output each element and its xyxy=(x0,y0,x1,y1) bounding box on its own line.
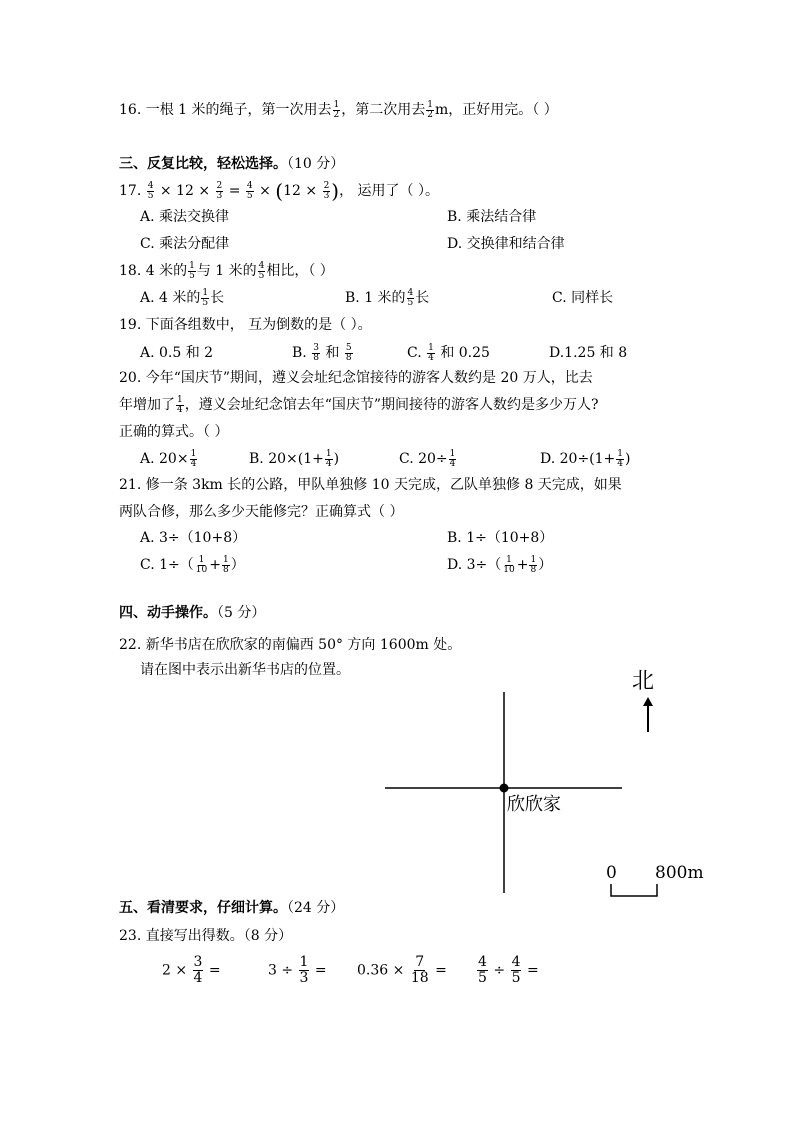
fraction: $\frac{4}{5}$ xyxy=(147,180,154,201)
fraction: $\frac{4}{5}$ xyxy=(407,287,414,308)
section-4-heading: 四、动手操作。（5 分） xyxy=(119,605,266,621)
scale-value-label: 800m xyxy=(655,863,704,883)
fraction: $\frac{2}{3}$ xyxy=(323,180,330,201)
fraction: $\frac{4}{5}$ xyxy=(246,180,253,201)
expression-4: $\frac{4}{5}$ ÷ $\frac{4}{5}$ = xyxy=(478,954,539,986)
expression-3: 0.36 × $\frac{7}{18}$ = xyxy=(357,954,447,986)
fraction: $\frac{4}{5}$ xyxy=(478,954,487,986)
fraction: $\frac{1}{5}$ xyxy=(202,287,209,308)
question-19: 19. 下面各组数中， 互为倒数的是（ ）。 xyxy=(119,317,372,333)
home-point xyxy=(500,784,509,793)
option-19b: B. $\frac{3}{8}$ 和 $\frac{5}{8}$ xyxy=(292,342,352,363)
question-22-line1: 22. 新华书店在欣欣家的南偏西 50° 方向 1600m 处。 xyxy=(119,637,462,653)
fraction: $\frac{1}{10}$ xyxy=(503,554,515,575)
fraction: $\frac{1}{3}$ xyxy=(299,954,309,986)
option-19a: A. 0.5 和 2 xyxy=(140,345,214,361)
fraction: $\frac{1}{4}$ xyxy=(190,448,197,469)
question-20-line3: 正确的算式。（ ） xyxy=(119,424,229,440)
fraction: $\frac{1}{2}$ xyxy=(333,99,340,120)
fraction: $\frac{2}{3}$ xyxy=(216,180,223,201)
option-17b: B. 乘法结合律 xyxy=(447,209,537,225)
fraction: $\frac{3}{4}$ xyxy=(193,954,203,986)
scale-zero-label: 0 xyxy=(606,863,617,883)
option-17c: C. 乘法分配律 xyxy=(140,236,230,252)
option-20b: B. 20×(1+ $\frac{1}{4}$ ) xyxy=(249,448,340,469)
fraction: $\frac{4}{5}$ xyxy=(511,954,521,986)
section-5-heading: 五、看清要求，仔细计算。（24 分） xyxy=(119,900,345,916)
question-20-line2: 年增加了 $\frac{1}{4}$ ，遵义会址纪念馆去年“国庆节”期间接待的游客人数约是多少万人? xyxy=(119,394,599,415)
fraction: $\frac{1}{4}$ xyxy=(617,448,624,469)
fraction: $\frac{1}{4}$ xyxy=(325,448,332,469)
question-21-line2: 两队合修，那么多少天能修完？正确算式（ ） xyxy=(119,504,404,520)
fraction: $\frac{1}{4}$ xyxy=(177,394,183,415)
option-21c: C. 1÷（ $\frac{1}{10}$ + $\frac{1}{8}$ ） xyxy=(140,554,245,575)
direction-map xyxy=(380,660,730,900)
option-17a: A. 乘法交换律 xyxy=(140,209,230,225)
option-20c: C. 20÷ $\frac{1}{4}$ xyxy=(399,448,456,469)
expression-2: 3 ÷ $\frac{1}{3}$ = xyxy=(268,954,327,986)
option-19c: C. $\frac{1}{4}$ 和 0.25 xyxy=(407,342,490,363)
option-20d: D. 20÷(1+ $\frac{1}{4}$ ) xyxy=(540,448,631,469)
section-3-heading: 三、反复比较，轻松选择。（10 分） xyxy=(119,156,345,172)
option-21a: A. 3÷（10+8） xyxy=(140,530,247,546)
fraction: $\frac{1}{8}$ xyxy=(530,554,537,575)
question-23: 23. 直接写出得数。（8 分） xyxy=(119,928,293,944)
question-17: 17. $\frac{4}{5}$ × 12 × $\frac{2}{3}$ = $\frac{4}{5}$ × (12 × $\frac{2}{3}$ )， 运用了（ ）。 xyxy=(119,179,440,203)
fraction: $\frac{1}{2}$ xyxy=(427,99,433,120)
question-22-line2: 请在图中表示出新华书店的位置。 xyxy=(140,662,350,678)
fraction: $\frac{1}{4}$ xyxy=(428,342,434,363)
fraction: $\frac{3}{8}$ xyxy=(313,342,319,363)
home-label: 欣欣家 xyxy=(507,794,561,815)
north-arrow-icon xyxy=(643,697,653,732)
option-20a: A. 20× $\frac{1}{4}$ xyxy=(140,448,197,469)
option-21d: D. 3÷（ $\frac{1}{10}$ + $\frac{1}{8}$ ） xyxy=(447,554,553,575)
fraction: $\frac{1}{10}$ xyxy=(195,554,208,575)
question-20-line1: 20. 今年“国庆节”期间，遵义会址纪念馆接待的游客人数约是 20 万人，比去 xyxy=(119,370,593,386)
option-18c: C. 同样长 xyxy=(552,290,614,306)
fraction: $\frac{7}{18}$ xyxy=(410,954,429,986)
fraction: $\frac{1}{5}$ xyxy=(189,260,195,281)
fraction: $\frac{1}{8}$ xyxy=(222,554,229,575)
fraction: $\frac{1}{4}$ xyxy=(449,448,456,469)
option-21b: B. 1÷（10+8） xyxy=(447,530,554,546)
fraction: $\frac{5}{8}$ xyxy=(345,342,352,363)
question-21-line1: 21. 修一条 3km 长的公路，甲队单独修 10 天完成，乙队单独修 8 天完成，如果 xyxy=(119,477,622,493)
fraction: $\frac{4}{5}$ xyxy=(258,260,265,281)
question-16: 16. 一根 1 米的绳子，第一次用去 $\frac{1}{2}$ ，第二次用去 $\frac{1}{2}$ m，正好用完。（ ） xyxy=(119,99,558,120)
option-18b: B. 1 米的 $\frac{4}{5}$ 长 xyxy=(345,287,430,308)
north-label: 北 xyxy=(632,669,655,694)
scale-bar xyxy=(611,884,657,896)
expression-1: 2 × $\frac{3}{4}$ = xyxy=(162,954,221,986)
question-18: 18. 4 米的 $\frac{1}{5}$ 与 1 米的 $\frac{4}{5}$ 相比，（ ） xyxy=(119,260,334,281)
option-19d: D.1.25 和 8 xyxy=(549,345,628,361)
option-18a: A. 4 米的 $\frac{1}{5}$ 长 xyxy=(140,287,225,308)
option-17d: D. 交换律和结合律 xyxy=(447,236,565,252)
